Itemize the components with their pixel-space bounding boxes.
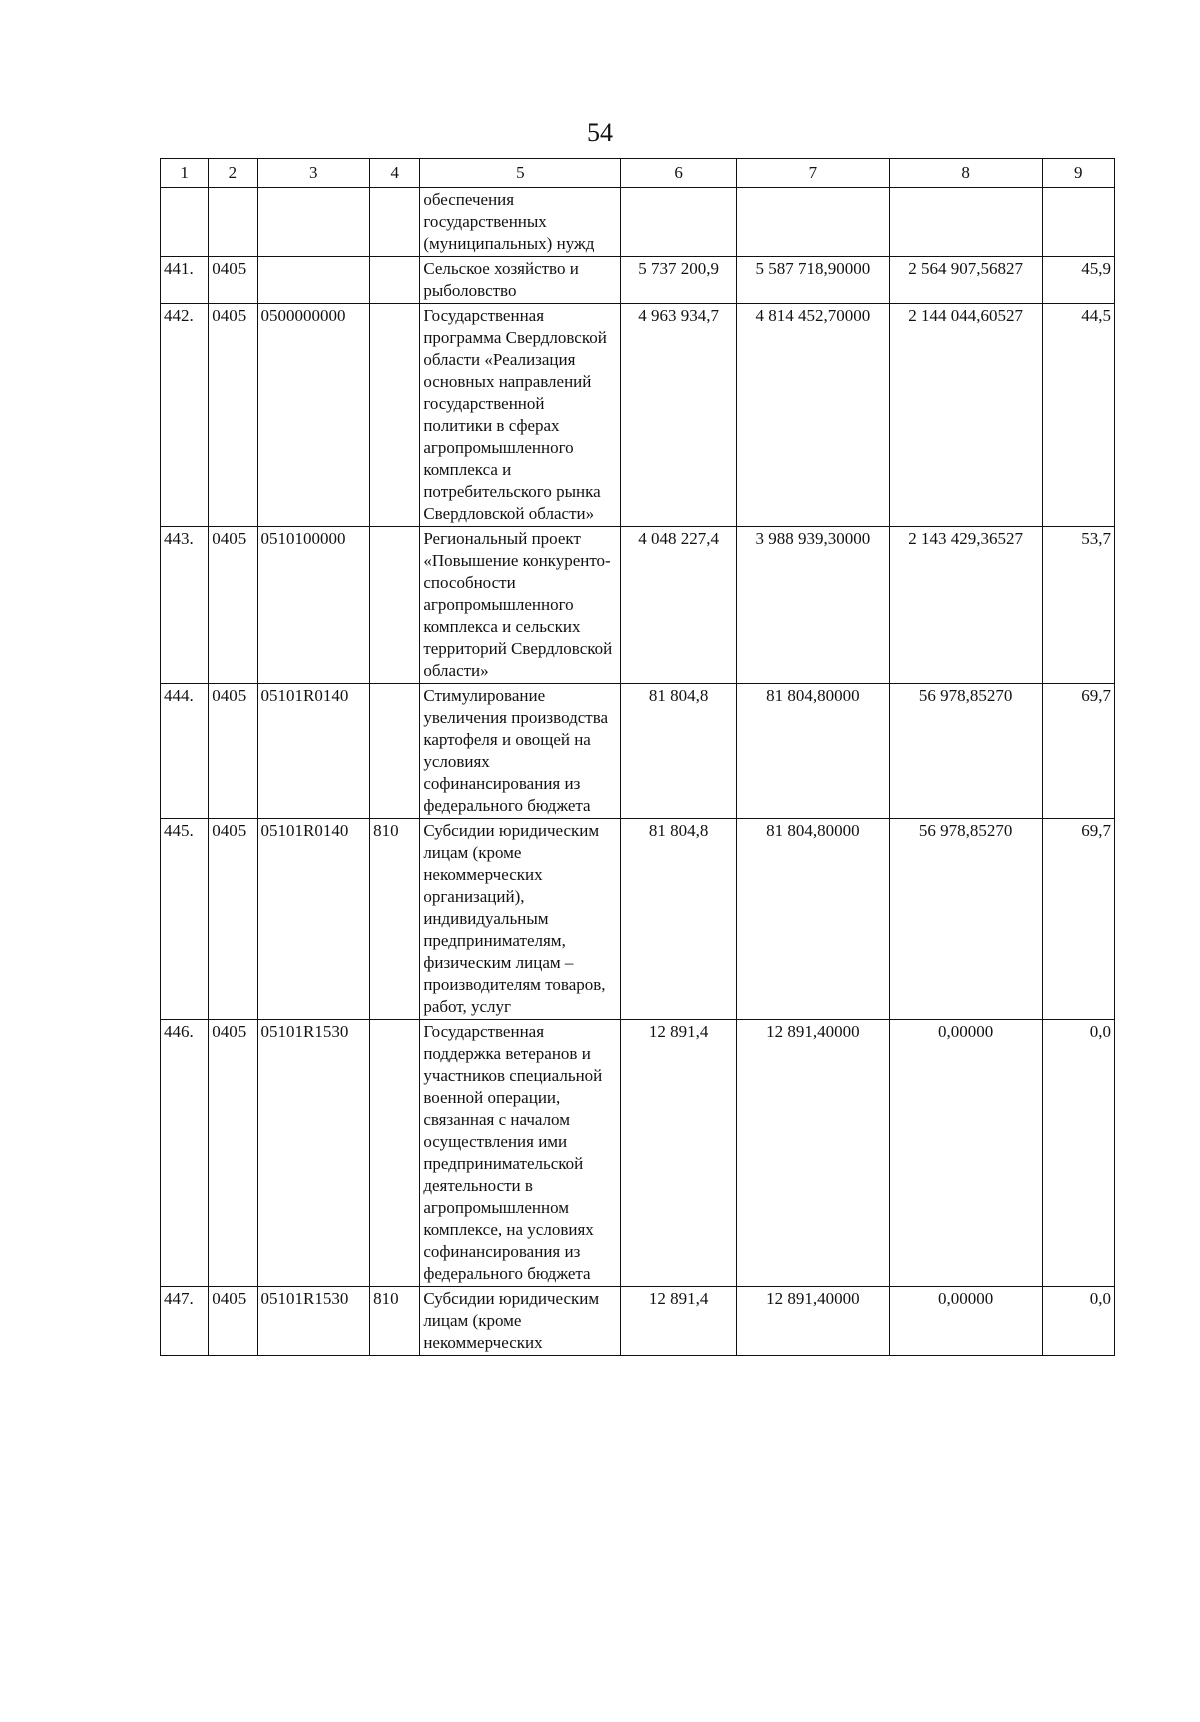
row-number: 446. [161,1020,209,1287]
table-row [161,819,1115,1020]
section-code: 0405 [209,1020,257,1287]
amount-col8: 56 978,85270 [889,819,1042,1020]
row-number: 443. [161,527,209,684]
percent-col9: 53,7 [1042,527,1114,684]
item-name: Субсидии юридическим лицам (кроме некоммерческих организаций), индивидуальным предпринимателям, физическим лицам – производителям товаров, работ, услуг [420,819,621,1020]
row-number: 445. [161,819,209,1020]
row-number: 447. [161,1287,209,1356]
amount-col7: 12 891,40000 [736,1020,889,1287]
section-code [209,188,257,257]
amount-col8: 56 978,85270 [889,684,1042,819]
budget-table [160,158,1115,1356]
header-cell: 7 [736,159,889,188]
header-cell: 9 [1042,159,1114,188]
header-cell: 1 [161,159,209,188]
table-row [161,257,1115,304]
section-code: 0405 [209,527,257,684]
page-number: 54 [587,118,613,147]
header-cell: 3 [257,159,370,188]
amount-col6: 81 804,8 [621,684,737,819]
header-cell: 4 [370,159,420,188]
target-code: 0500000000 [257,304,370,527]
expense-code: 810 [370,1287,420,1356]
section-code: 0405 [209,684,257,819]
table-row [161,304,1115,527]
header-cell: 6 [621,159,737,188]
amount-col6 [621,188,737,257]
target-code [257,257,370,304]
amount-col7: 12 891,40000 [736,1287,889,1356]
item-name: Государственная поддержка ветеранов и участников специальной военной операции, связанная с началом осуществления ими предпринимательской деятельности в агропромышленном комплексе, на условиях софинансирования из федерального бюджета [420,1020,621,1287]
amount-col8: 2 143 429,36527 [889,527,1042,684]
percent-col9: 45,9 [1042,257,1114,304]
expense-code [370,1020,420,1287]
expense-code [370,304,420,527]
expense-code: 810 [370,819,420,1020]
amount-col8: 2 564 907,56827 [889,257,1042,304]
expense-code [370,257,420,304]
table-row [161,684,1115,819]
expense-code [370,188,420,257]
percent-col9: 69,7 [1042,684,1114,819]
table-row [161,188,1115,257]
section-code: 0405 [209,304,257,527]
header-cell: 5 [420,159,621,188]
item-name: Государственная программа Свердловской области «Реализация основных направлений государственной политики в сферах агропромышленного комплекса и потребительского рынка Свердловской области» [420,304,621,527]
table-row [161,1020,1115,1287]
target-code: 05101R0140 [257,819,370,1020]
item-name: Сельское хозяйство и рыболовство [420,257,621,304]
section-code: 0405 [209,819,257,1020]
amount-col8: 0,00000 [889,1287,1042,1356]
amount-col8: 2 144 044,60527 [889,304,1042,527]
row-number: 442. [161,304,209,527]
item-name: обеспечения государственных (муниципальных) нужд [420,188,621,257]
amount-col7: 81 804,80000 [736,819,889,1020]
section-code: 0405 [209,1287,257,1356]
header-row [161,159,1115,188]
target-code: 05101R1530 [257,1020,370,1287]
expense-code [370,684,420,819]
target-code: 05101R0140 [257,684,370,819]
amount-col7: 3 988 939,30000 [736,527,889,684]
expense-code [370,527,420,684]
amount-col8: 0,00000 [889,1020,1042,1287]
amount-col6: 81 804,8 [621,819,737,1020]
target-code [257,188,370,257]
amount-col7: 5 587 718,90000 [736,257,889,304]
amount-col6: 12 891,4 [621,1287,737,1356]
target-code: 05101R1530 [257,1287,370,1356]
amount-col6: 4 963 934,7 [621,304,737,527]
item-name: Региональный проект «Повышение конкуренто-способности агропромышленного комплекса и сельских территорий Свердловской области» [420,527,621,684]
amount-col6: 12 891,4 [621,1020,737,1287]
amount-col7 [736,188,889,257]
amount-col6: 5 737 200,9 [621,257,737,304]
amount-col8 [889,188,1042,257]
percent-col9 [1042,188,1114,257]
row-number [161,188,209,257]
table-row [161,1287,1115,1356]
target-code: 0510100000 [257,527,370,684]
section-code: 0405 [209,257,257,304]
header-cell: 8 [889,159,1042,188]
percent-col9: 69,7 [1042,819,1114,1020]
amount-col7: 4 814 452,70000 [736,304,889,527]
percent-col9: 0,0 [1042,1020,1114,1287]
amount-col7: 81 804,80000 [736,684,889,819]
row-number: 441. [161,257,209,304]
row-number: 444. [161,684,209,819]
amount-col6: 4 048 227,4 [621,527,737,684]
percent-col9: 44,5 [1042,304,1114,527]
header-cell: 2 [209,159,257,188]
table-row [161,527,1115,684]
percent-col9: 0,0 [1042,1287,1114,1356]
item-name: Субсидии юридическим лицам (кроме некоммерческих [420,1287,621,1356]
item-name: Стимулирование увеличения производства картофеля и овощей на условиях софинансирования из федерального бюджета [420,684,621,819]
